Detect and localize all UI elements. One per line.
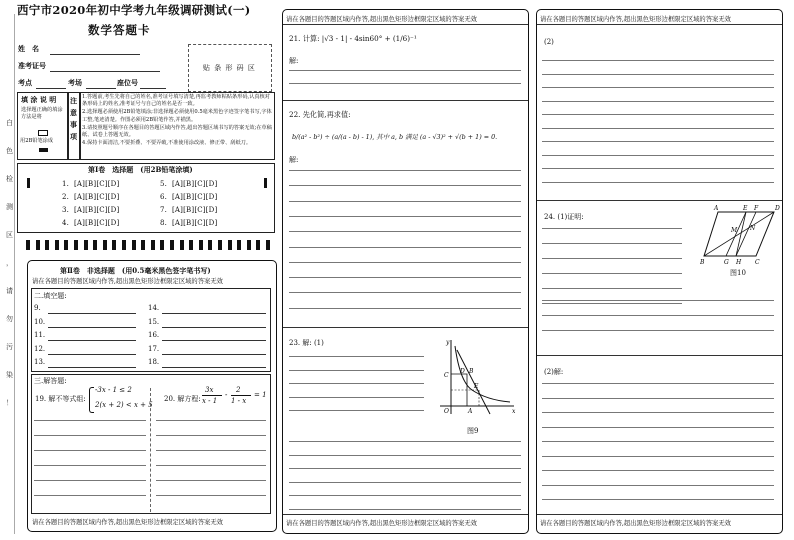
question-number: 5. bbox=[160, 180, 168, 188]
q24-part2-answer-line[interactable] bbox=[542, 456, 774, 457]
blank-number: 12. bbox=[34, 344, 46, 353]
timing-mark bbox=[189, 240, 193, 250]
fig9-line bbox=[457, 350, 490, 414]
q19-answer-line[interactable] bbox=[34, 450, 146, 451]
col3-warning-bottom: 请在各题目的答题区域内作答,超出黑色矩形边框限定区域的答案无效 bbox=[540, 520, 731, 527]
q20-den2: 1 - x bbox=[231, 397, 247, 405]
q19-answer-line[interactable] bbox=[34, 465, 146, 466]
side-char: 污 bbox=[6, 343, 13, 351]
q22-answer-line[interactable] bbox=[289, 247, 521, 248]
question-number: 3. bbox=[62, 206, 70, 214]
fill-demo-text: 选择题正确的填涂方法是将 bbox=[21, 107, 63, 121]
q23-part2-answer-line[interactable] bbox=[542, 182, 774, 183]
timing-mark bbox=[55, 240, 59, 250]
side-char: ， bbox=[6, 259, 13, 267]
fig10-label-c: C bbox=[755, 259, 760, 266]
figure-9 bbox=[432, 336, 518, 418]
question-number: 7. bbox=[160, 206, 168, 214]
timing-mark bbox=[132, 240, 136, 250]
question-number: 8. bbox=[160, 219, 168, 227]
notes-list bbox=[82, 94, 272, 148]
name-label: 姓 名 bbox=[18, 44, 39, 53]
q24-answer-line[interactable] bbox=[542, 300, 774, 301]
question-number: 6. bbox=[160, 193, 168, 201]
figure-10 bbox=[700, 202, 782, 266]
q24-part2-label: (2)解: bbox=[544, 368, 564, 376]
blank-answer-line[interactable] bbox=[48, 327, 136, 328]
timing-mark bbox=[103, 240, 107, 250]
notes-label: 注意事项 bbox=[70, 96, 77, 141]
answer-options-row[interactable]: [A][B][C][D] bbox=[74, 180, 120, 188]
q23-part2-answer-line[interactable] bbox=[542, 141, 774, 142]
note-item: 4.保持卡面清洁,不要折叠、不要弄破,不准使用涂改液、修正带、刮纸刀。 bbox=[82, 139, 252, 146]
side-char: 请 bbox=[6, 287, 13, 295]
seat-label: 座位号 bbox=[117, 78, 138, 87]
blank-answer-line[interactable] bbox=[48, 354, 136, 355]
q23-part2-answer-line[interactable] bbox=[542, 114, 774, 115]
q22-divider bbox=[283, 327, 528, 328]
answer-options-row[interactable]: [A][B][C][D] bbox=[172, 219, 218, 227]
fig9-label-y: y bbox=[446, 339, 450, 346]
q24-part2-answer-line[interactable] bbox=[542, 485, 774, 486]
blank-number: 9. bbox=[34, 304, 41, 312]
timing-mark bbox=[64, 240, 68, 250]
fig10-caption: 图10 bbox=[730, 269, 746, 277]
q20-label: 20. 解方程: bbox=[164, 395, 201, 403]
side-char: 染 bbox=[6, 371, 13, 379]
col3-bottom-rule bbox=[537, 514, 782, 515]
col2-warning-bottom: 请在各题目的答题区域内作答,超出黑色矩形边框限定区域的答案无效 bbox=[286, 520, 477, 527]
question-number: 2. bbox=[62, 193, 70, 201]
fill-demo-title: 填 涂 说 明 bbox=[21, 95, 57, 104]
q24-part2-answer-line[interactable] bbox=[542, 441, 774, 442]
blank-answer-line[interactable] bbox=[48, 340, 136, 341]
note-item: 2.选择题必须使用2B铅笔填涂;非选择题必须使用0.5毫米黑色字迹签字笔书写,字体工整,笔迹清楚。作图必须用2B铅笔作答,并描黑。 bbox=[82, 109, 272, 123]
answer-options-row[interactable]: [A][B][C][D] bbox=[172, 193, 218, 201]
answer-options-row[interactable]: [A][B][C][D] bbox=[74, 219, 120, 227]
blank-number: 10. bbox=[34, 317, 46, 326]
blank-answer-line[interactable] bbox=[162, 367, 266, 368]
side-strip bbox=[4, 14, 15, 534]
q23-answer-line[interactable] bbox=[289, 482, 521, 483]
part2-title: 第Ⅱ卷 非选择题 (用0.5毫米黑色签字笔书写) bbox=[60, 266, 211, 275]
timing-mark bbox=[256, 240, 260, 250]
side-char: 白 bbox=[6, 119, 13, 127]
q23-part2-answer-line[interactable] bbox=[542, 60, 774, 61]
q23-answer-line[interactable] bbox=[289, 468, 521, 469]
q23-answer-line[interactable] bbox=[289, 495, 521, 496]
q23-part2-label: (2) bbox=[544, 38, 554, 46]
fill-in-title: 二.填空题: bbox=[34, 292, 67, 300]
q23-answer-line[interactable] bbox=[289, 370, 424, 371]
col3-warning-top: 请在各题目的答题区域内作答,超出黑色矩形边框限定区域的答案无效 bbox=[540, 16, 731, 23]
q20-den1: x - 1 bbox=[202, 397, 218, 405]
fig10-label-b: B bbox=[700, 259, 705, 266]
timing-mark bbox=[36, 240, 40, 250]
q23-answer-line[interactable] bbox=[289, 509, 521, 510]
q22-answer-line[interactable] bbox=[289, 170, 521, 171]
timing-mark bbox=[266, 240, 270, 250]
question-number: 1. bbox=[62, 180, 70, 188]
q23-part2-answer-line[interactable] bbox=[542, 155, 774, 156]
fig10-label-n: N bbox=[750, 225, 756, 232]
q24-part2-answer-line[interactable] bbox=[542, 470, 774, 471]
timing-mark bbox=[180, 240, 184, 250]
answer-options-row[interactable]: [A][B][C][D] bbox=[172, 206, 218, 214]
q24-part2-answer-line[interactable] bbox=[542, 412, 774, 413]
fig9-label-d: D bbox=[460, 368, 465, 375]
side-char: 测 bbox=[6, 203, 13, 211]
q23-answer-line[interactable] bbox=[289, 383, 424, 384]
q23-answer-line[interactable] bbox=[289, 356, 424, 357]
q19-answer-line[interactable] bbox=[34, 480, 146, 481]
timing-mark bbox=[170, 240, 174, 250]
fill-demo-empty-mark bbox=[38, 130, 48, 136]
q24-answer-line[interactable] bbox=[542, 303, 682, 304]
q20-answer-line[interactable] bbox=[156, 480, 266, 481]
fig9-label-c: C bbox=[444, 372, 449, 379]
q23-part2-answer-line[interactable] bbox=[542, 168, 774, 169]
blank-number: 15. bbox=[148, 317, 160, 326]
side-char: 检 bbox=[6, 175, 13, 183]
side-char: 勿 bbox=[6, 315, 13, 323]
fig10-label-a: A bbox=[714, 205, 719, 212]
timing-mark bbox=[247, 240, 251, 250]
q19-label: 19. 解不等式组: bbox=[35, 395, 86, 403]
side-char: ！ bbox=[6, 399, 13, 407]
q21-divider bbox=[283, 100, 528, 101]
col2-warning-top: 请在各题目的答题区域内作答,超出黑色矩形边框限定区域的答案无效 bbox=[286, 16, 477, 23]
timing-mark bbox=[45, 240, 49, 250]
q23-part2-answer-line[interactable] bbox=[542, 74, 774, 75]
q19-inequality-2: 2(x + 2) < x + 5 bbox=[95, 401, 153, 409]
q23-answer-line[interactable] bbox=[289, 397, 424, 398]
barcode-label: 贴 条 形 码 区 bbox=[203, 64, 256, 72]
part2-warning-top: 请在各题目的答题区域内作答,超出黑色矩形边框限定区域的答案无效 bbox=[32, 278, 223, 285]
fig10-label-f: F bbox=[754, 205, 759, 212]
timing-mark bbox=[199, 240, 203, 250]
q22-answer-line[interactable] bbox=[289, 185, 521, 186]
q24-answer-line[interactable] bbox=[542, 315, 774, 316]
fig9-label-o: O bbox=[444, 408, 449, 415]
timing-mark bbox=[160, 240, 164, 250]
fill-demo-filled-mark bbox=[39, 148, 48, 152]
q21-answer-line[interactable] bbox=[289, 83, 521, 84]
fig10-label-d: D bbox=[775, 205, 780, 212]
q20-frac-bar2 bbox=[231, 395, 251, 396]
blank-number: 17. bbox=[148, 344, 160, 353]
q24-answer-line[interactable] bbox=[542, 330, 774, 331]
site-field[interactable] bbox=[36, 88, 66, 89]
timing-mark-right bbox=[264, 178, 267, 188]
q24-answer-line[interactable] bbox=[542, 273, 682, 274]
side-char: 色 bbox=[6, 147, 13, 155]
timing-mark bbox=[112, 240, 116, 250]
q21-answer-label: 解: bbox=[289, 57, 299, 65]
fig9-caption: 图9 bbox=[467, 427, 479, 435]
q19-answer-line[interactable] bbox=[34, 420, 146, 421]
q22-answer-line[interactable] bbox=[289, 292, 521, 293]
answer-options-row[interactable]: [A][B][C][D] bbox=[172, 180, 218, 188]
note-item: 1.答题前,考生先将自己的姓名,准考证号填写清楚,再监考教师粘贴条形码,认真核对条形码上的姓名,准考证号与自己的姓名是否一致。 bbox=[82, 94, 270, 108]
q23-part2-answer-line[interactable] bbox=[542, 128, 774, 129]
col3-mid-rule bbox=[537, 200, 782, 201]
q20-answer-line[interactable] bbox=[156, 465, 266, 466]
blank-answer-line[interactable] bbox=[162, 340, 266, 341]
timing-mark bbox=[26, 240, 30, 250]
part1-title: 第Ⅰ卷 选择题 (用2B铅笔涂填) bbox=[88, 165, 193, 174]
q23-answer-line[interactable] bbox=[289, 410, 424, 411]
fig9-label-b: B bbox=[469, 368, 474, 375]
timing-mark bbox=[74, 240, 78, 250]
blank-number: 13. bbox=[34, 358, 46, 366]
timing-mark bbox=[218, 240, 222, 250]
q24-answer-line[interactable] bbox=[542, 258, 682, 259]
seat-field[interactable] bbox=[140, 88, 166, 89]
q23-answer-line[interactable] bbox=[289, 455, 521, 456]
q24-part2-answer-line[interactable] bbox=[542, 499, 774, 500]
q19-brace bbox=[89, 387, 94, 413]
blank-answer-line[interactable] bbox=[162, 327, 266, 328]
col3-mid-rule-2 bbox=[537, 355, 782, 356]
q22-answer-line[interactable] bbox=[289, 216, 521, 217]
card-title: 数学答题卡 bbox=[88, 23, 151, 37]
timing-mark bbox=[93, 240, 97, 250]
id-label: 准考证号 bbox=[18, 61, 46, 70]
blank-answer-line[interactable] bbox=[162, 354, 266, 355]
q24-answer-line[interactable] bbox=[542, 288, 682, 289]
q20-num2: 2 bbox=[236, 386, 241, 394]
question-number: 4. bbox=[62, 219, 70, 227]
q20-op: - bbox=[225, 391, 228, 399]
name-field[interactable] bbox=[50, 54, 140, 55]
blank-number: 18. bbox=[148, 358, 160, 366]
fig10-line-eh bbox=[736, 212, 746, 256]
q24-answer-line[interactable] bbox=[542, 228, 682, 229]
q21-text: 21. 计算: |√3 - 1| - 4sin60° + (1/6)⁻¹ bbox=[289, 34, 417, 43]
q22-answer-line[interactable] bbox=[289, 201, 521, 202]
blank-answer-line[interactable] bbox=[162, 313, 266, 314]
q20-equation bbox=[200, 386, 270, 410]
fig10-label-e: E bbox=[743, 205, 748, 212]
q20-answer-line[interactable] bbox=[156, 495, 266, 496]
q20-answer-line[interactable] bbox=[156, 450, 266, 451]
fig10-label-g: G bbox=[724, 259, 729, 266]
room-label: 考场 bbox=[68, 78, 82, 87]
blank-number: 14. bbox=[148, 304, 160, 312]
q22-answer-line[interactable] bbox=[289, 308, 521, 309]
q20-num1: 3x bbox=[205, 386, 214, 394]
q22-text: 22. 先化简,再求值: bbox=[289, 110, 351, 119]
q20-frac-bar1 bbox=[202, 395, 222, 396]
note-item: 3.请按照题号顺序在各题目的答题区域内作答,超出答题区域书写的答案无效;在草稿纸、试卷上答题无效。 bbox=[82, 124, 272, 139]
blank-answer-line[interactable] bbox=[48, 313, 136, 314]
timing-mark bbox=[237, 240, 241, 250]
q21-answer-line[interactable] bbox=[289, 70, 521, 71]
q24-part2-answer-line[interactable] bbox=[542, 383, 774, 384]
timing-mark bbox=[228, 240, 232, 250]
answer-title: 三.解答题: bbox=[34, 377, 67, 385]
q22-answer-line[interactable] bbox=[289, 262, 521, 263]
fig10-label-h: H bbox=[736, 259, 742, 266]
q23-part2-answer-line[interactable] bbox=[542, 87, 774, 88]
q24-text: 24. (1)证明: bbox=[544, 213, 584, 221]
room-field[interactable] bbox=[86, 88, 116, 89]
timing-mark-left bbox=[27, 178, 30, 188]
q22-answer-line[interactable] bbox=[289, 277, 521, 278]
q23-text: 23. 解: (1) bbox=[289, 339, 324, 347]
q24-part2-answer-line[interactable] bbox=[542, 398, 774, 399]
side-char: 区 bbox=[6, 231, 13, 239]
id-field[interactable] bbox=[50, 71, 160, 72]
fig9-label-a: A bbox=[468, 408, 473, 415]
col3-top-rule bbox=[537, 24, 782, 25]
timing-mark bbox=[84, 240, 88, 250]
q23-answer-line[interactable] bbox=[289, 441, 521, 442]
q19-answer-line[interactable] bbox=[34, 435, 146, 436]
q20-answer-line[interactable] bbox=[156, 420, 266, 421]
fig9-rect-dash bbox=[451, 390, 479, 406]
q19-answer-line[interactable] bbox=[34, 495, 146, 496]
q22-answer-line[interactable] bbox=[289, 231, 521, 232]
fig10-line-eg bbox=[726, 212, 746, 256]
fig10-label-m: M bbox=[731, 227, 738, 234]
q20-rhs: = 1 bbox=[254, 391, 267, 399]
q23-part2-answer-line[interactable] bbox=[542, 101, 774, 102]
fig9-label-x: x bbox=[512, 408, 516, 415]
col2-top-rule bbox=[283, 24, 528, 25]
timing-mark bbox=[151, 240, 155, 250]
site-label: 考点 bbox=[18, 78, 32, 87]
timing-mark bbox=[122, 240, 126, 250]
q24-part2-answer-line[interactable] bbox=[542, 427, 774, 428]
answer-options-row[interactable]: [A][B][C][D] bbox=[74, 206, 120, 214]
part2-warning-bottom: 请在各题目的答题区域内作答,超出黑色矩形边框限定区域的答案无效 bbox=[32, 519, 223, 526]
fill-demo-example: 用2B铅笔涂成 bbox=[20, 138, 54, 144]
q20-answer-line[interactable] bbox=[156, 435, 266, 436]
page-title: 西宁市2020年初中学考九年级调研测试(一) bbox=[17, 3, 251, 17]
timing-mark bbox=[208, 240, 212, 250]
answer-options-row[interactable]: [A][B][C][D] bbox=[74, 193, 120, 201]
col2-bottom-rule bbox=[283, 514, 528, 515]
blank-number: 11. bbox=[34, 331, 46, 339]
fig9-label-e: E bbox=[474, 383, 479, 390]
timing-mark bbox=[141, 240, 145, 250]
q22-answer-label: 解: bbox=[289, 156, 299, 164]
blank-number: 16. bbox=[148, 331, 160, 339]
q24-answer-line[interactable] bbox=[542, 243, 682, 244]
blank-answer-line[interactable] bbox=[48, 367, 136, 368]
q22-expression: b/(a² - b²) ÷ (a/(a - b) - 1), 其中 a, b 满足 (a - √3)² + √(b + 1) = 0. bbox=[292, 133, 498, 141]
q19-inequality-1: -3x - 1 ≤ 2 bbox=[95, 386, 132, 394]
